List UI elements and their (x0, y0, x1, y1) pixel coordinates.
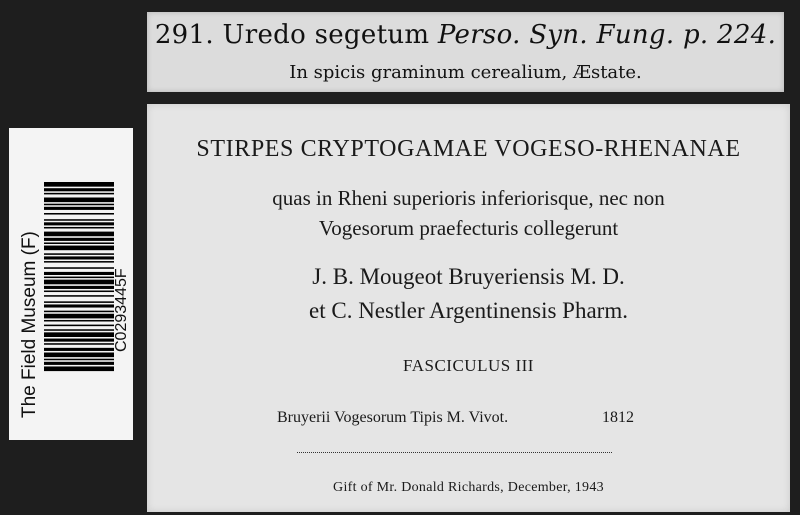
barcode-bar (44, 286, 114, 289)
barcode-bar (44, 246, 114, 251)
barcode-bar (44, 238, 114, 241)
barcode-bar (44, 353, 114, 358)
collector-mougeot: J. B. Mougeot Bruyeriensis M. D. (312, 264, 625, 289)
barcode-bar (44, 182, 114, 187)
collection-verb-line: Vogesorum praefecturis collegerunt (318, 216, 619, 240)
barcode-bar (44, 272, 114, 275)
collector-nestler: et C. Nestler Argentinensis Pharm. (309, 298, 628, 323)
barcode-bar (44, 359, 114, 361)
barcode-bar (44, 320, 114, 322)
barcode-bar (44, 366, 114, 371)
barcode-label (9, 128, 133, 440)
barcode-bar (44, 332, 114, 337)
fasciculus-number: FASCICULUS III (403, 356, 534, 375)
barcode-bar (44, 339, 114, 342)
specimen-name: Uredo segetum (222, 20, 430, 50)
determination-strip (147, 12, 784, 92)
catalog-number: C0293445F (113, 268, 130, 352)
barcode-bar (44, 188, 114, 191)
barcode-bar (44, 348, 114, 351)
specimen-name-line (147, 20, 784, 50)
barcode-bar (44, 295, 114, 297)
series-title: STIRPES CRYPTOGAMAE VOGESO-RHENANAE (196, 136, 741, 162)
dotted-divider (297, 452, 612, 453)
barcode-bar (44, 242, 114, 244)
habitat-line: In spicis graminum cerealium, Æstate. (289, 62, 642, 83)
barcode-bar (44, 261, 114, 263)
specimen-number: 291. (154, 20, 214, 50)
barcode-bar (44, 213, 114, 215)
barcode-bar (44, 267, 114, 269)
barcode-bar (44, 314, 114, 319)
barcode-image (44, 182, 114, 418)
barcode-bar (44, 362, 114, 365)
barcode-bar (44, 207, 114, 210)
barcode-bar (44, 193, 114, 195)
barcode-bar (44, 198, 114, 203)
barcode-bar (44, 280, 114, 285)
collection-region-line: quas in Rheni superioris inferiorisque, nec non (272, 186, 665, 210)
barcode-bar (44, 253, 114, 255)
author-reference: Perso. Syn. Fung. p. 224. (437, 20, 777, 50)
exsiccata-label (147, 104, 790, 512)
barcode-bar (44, 343, 114, 345)
institution-name: The Field Museum (F) (19, 231, 40, 418)
gift-note: Gift of Mr. Donald Richards, December, 1943 (333, 480, 604, 495)
barcode-bar (44, 204, 114, 206)
barcode-bar (44, 291, 114, 293)
barcode-bar (44, 301, 114, 303)
printer-imprint: Bruyerii Vogesorum Tipis M. Vivot. (277, 409, 509, 426)
barcode-bar (44, 329, 114, 331)
barcode-bar (44, 222, 114, 225)
barcode-bar (44, 311, 114, 313)
barcode-bar (44, 277, 114, 279)
barcode-bar (44, 227, 114, 229)
barcode-bar (44, 325, 114, 327)
barcode-bar (44, 256, 114, 259)
barcode-bar (44, 219, 114, 221)
imprint-year: 1812 (602, 409, 634, 426)
barcode-bar (44, 304, 114, 307)
barcode-bar (44, 232, 114, 237)
